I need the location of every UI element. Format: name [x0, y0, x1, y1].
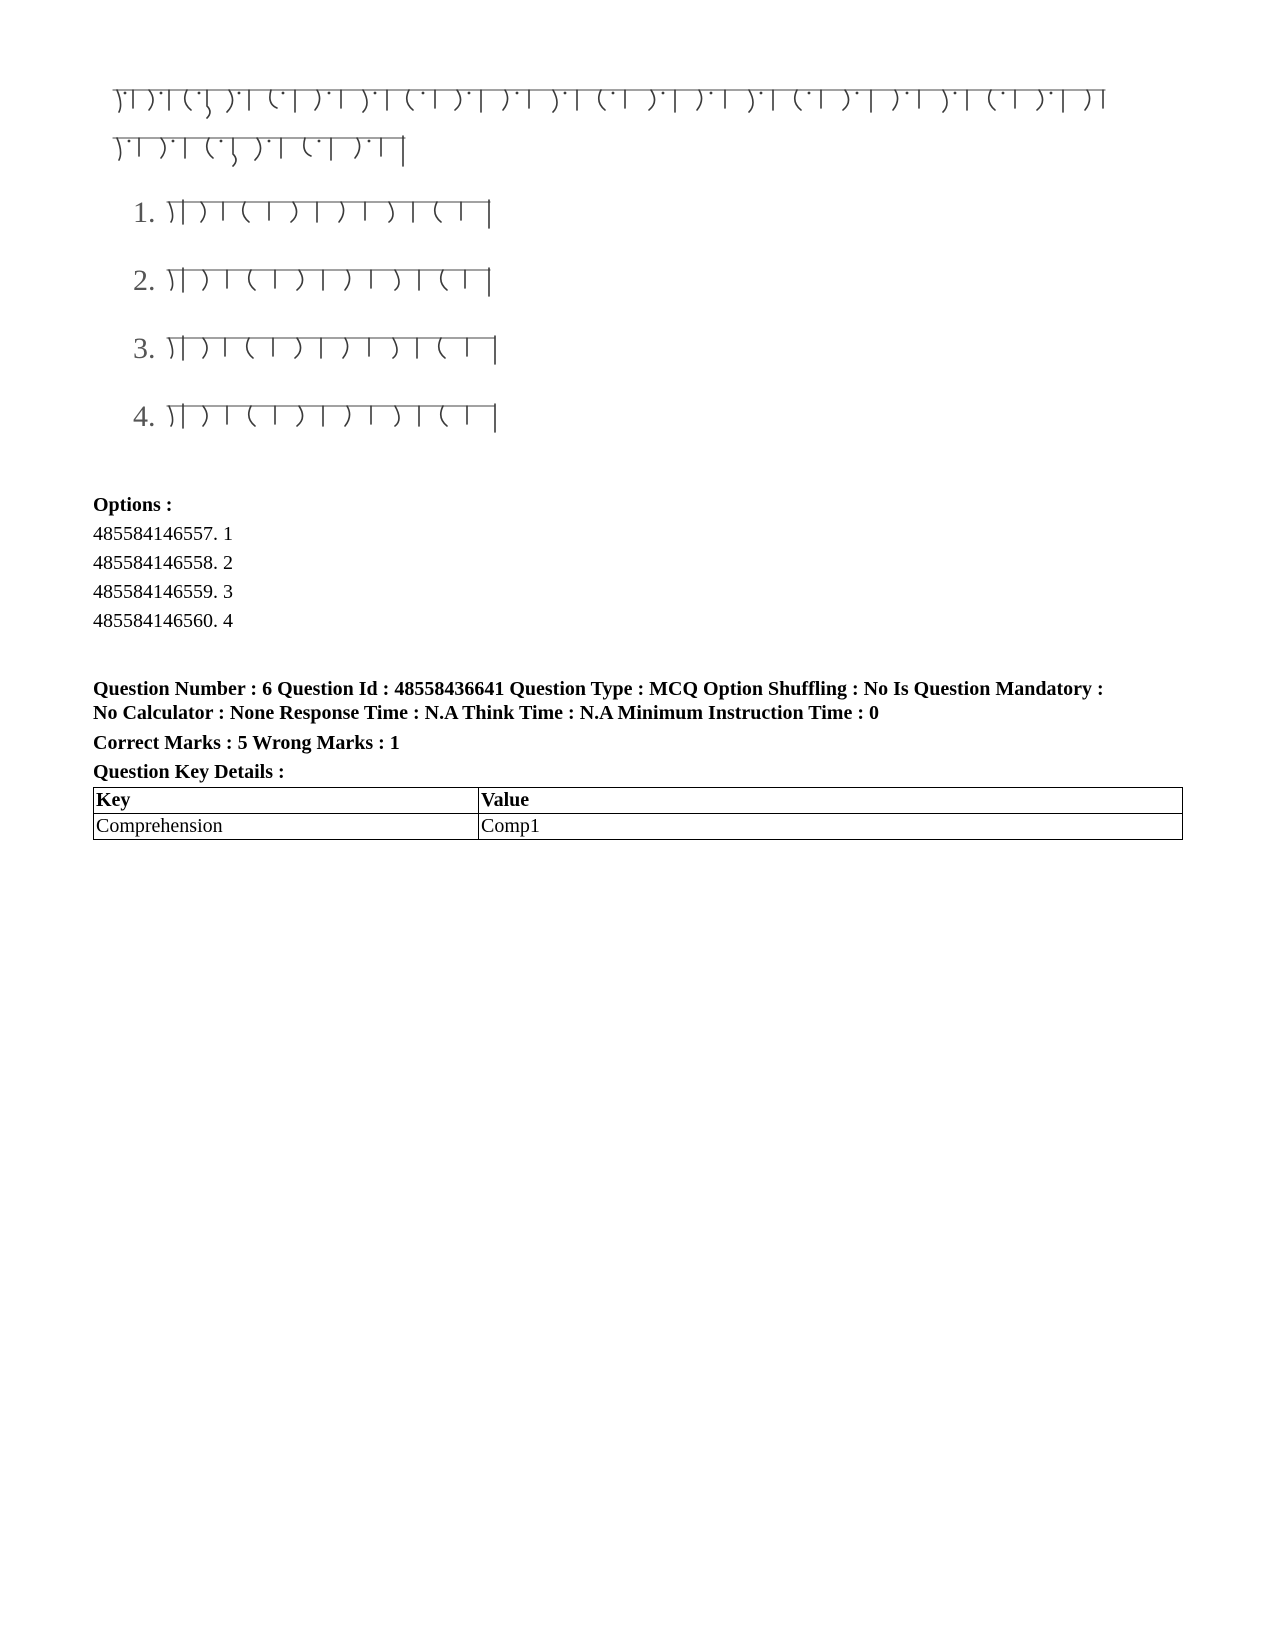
table-header-key: Key	[94, 788, 479, 814]
table-header-row	[94, 788, 1183, 814]
question-meta-line-2: No Calculator : None Response Time : N.A Think Time : N.A Minimum Instruction Time : 0	[93, 702, 879, 724]
image-option-number: 3.	[133, 332, 156, 365]
option-item: 485584146559. 3	[93, 581, 233, 603]
question-image	[105, 80, 1175, 470]
image-option-number: 4.	[133, 400, 156, 433]
image-option-number: 2.	[133, 264, 156, 297]
image-option-number: 1.	[133, 196, 156, 229]
table-row	[94, 814, 1183, 840]
option-item: 485584146558. 2	[93, 552, 233, 574]
question-meta-line-1: Question Number : 6 Question Id : 48558436641 Question Type : MCQ Option Shuffling : No Is Question Mandatory :	[93, 678, 1104, 700]
table-cell-value: Comp1	[479, 814, 1183, 840]
option-item: 485584146560. 4	[93, 610, 233, 632]
option-item: 485584146557. 1	[93, 523, 233, 545]
table-cell-key: Comprehension	[94, 814, 479, 840]
options-section	[93, 491, 233, 636]
key-details-table	[93, 787, 1183, 840]
question-meta	[93, 677, 1203, 784]
marks-info: Correct Marks : 5 Wrong Marks : 1	[93, 732, 400, 754]
key-details-title: Question Key Details :	[93, 761, 285, 783]
options-title: Options :	[93, 494, 173, 516]
table-header-value: Value	[479, 788, 1183, 814]
